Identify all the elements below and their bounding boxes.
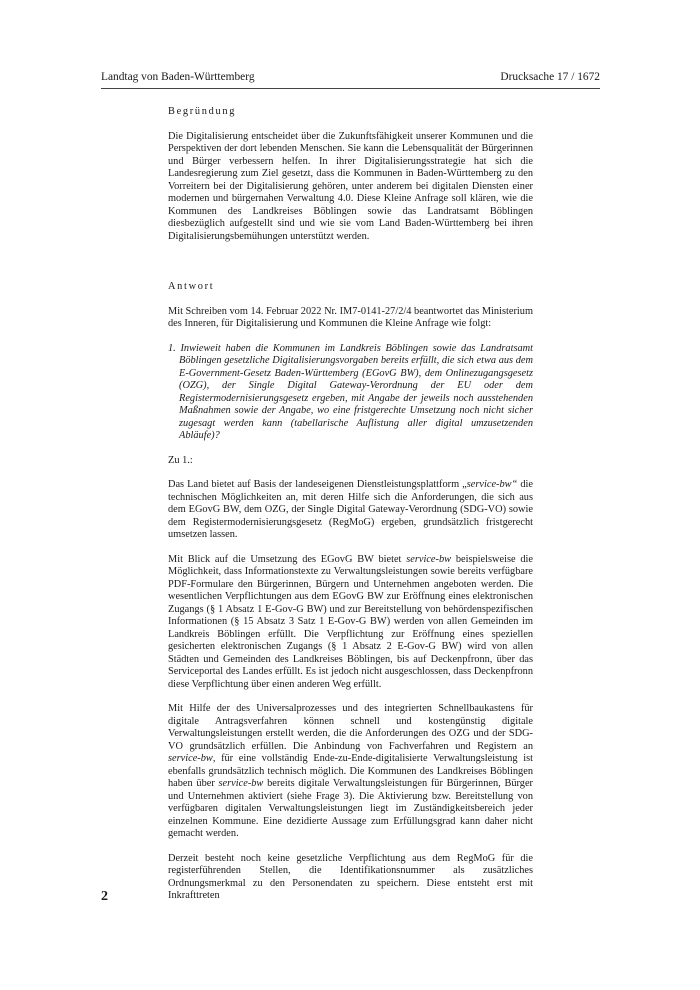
question-1: 1. Inwieweit haben die Kommunen im Landkreis Böblingen sowie das Landratsamt Böblingen gesetzliche Digitalisierungsvorgaben bereits erfüllt, die sich etwa aus dem E-Government-Gesetz Baden-Württemberg (EGovG BW), dem Onlinezugangsgesetz (OZG), der Single Digital Gateway-Verordnung der EU oder dem Registermodernisierungsgesetz ergeben, mit Angabe der jeweils noch ausstehenden Maßnahmen sowie der Angabe, wo eine fristgerechte Umsetzung noch nicht sicher zugesagt werden kann (tabellarische Auflistung aller digital umzusetzenden Abläufe)? <box>168 342 533 441</box>
answer-label-1: Zu 1.: <box>168 454 193 466</box>
section-title-begruendung: Begründung <box>168 106 237 117</box>
page-body <box>168 106 533 903</box>
header-document-number: Drucksache 17 / 1672 <box>500 71 600 83</box>
header-rule <box>101 88 600 89</box>
service-bw-term: service-bw“ <box>466 479 518 490</box>
begruendung-paragraph: Die Digitalisierung entscheidet über die Zukunftsfähigkeit unserer Kommunen und die Perspektiven der dort lebenden Menschen. Sie kann die Lebensqualität der Bürgerinnen und Bürger verbessern helfen. In ihrer Digitalisierungsstrategie hat sich die Landesregierung zum Ziel gesetzt, dass die Kommunen in Baden-Württemberg zu den Vorreitern bei der Digitalisierung gehören, unter anderem bei digitalen Diensten einer modernen und bürgernahen Verwaltung 4.0. Diese Kleine Anfrage soll klären, wie die Kommunen des Landkreises Böblingen sowie das Landratsamt Böblingen diesbezüglich aufgestellt sind und wie sie vom Land Baden-Württemberg bei ihren Digitalisierungsbemühungen unterstützt werden. <box>168 130 533 242</box>
answer-paragraph-3 <box>168 703 533 841</box>
answer-paragraph-1-text-a: Das Land bietet auf Basis der landeseigenen Dienstleistungsplattform „ <box>168 479 467 490</box>
answer-paragraph-1-text-b: die technischen Möglichkeiten an, mit deren Hilfe sich die Anforderungen, die sich aus dem EGovG BW, dem OZG, der Single Digital Gateway-Verordnung (SDG-VO) sowie dem Registermodernisierungsgesetz (RegMoG) ergeben, grundsätzlich fristgerecht umsetzen lassen. <box>168 479 533 540</box>
page-number: 2 <box>101 889 108 904</box>
answer-paragraph-1 <box>168 479 533 542</box>
answer-paragraph-2-text-a: Mit Blick auf die Umsetzung des EGovG BW bietet <box>168 553 407 565</box>
answer-paragraph-3-text-c: bereits digitale Verwaltungsleistungen für Bürgerinnen, Bürger und Unternehmen aktiviert (siehe Frage 3). Die Aktivierung bzw. Bereitstellung von verfügbaren digitalen Verwaltungsleistungen liegt im Zuständigkeitsbereich jeder einzelnen Kommune. Eine dezidierte Aussage zum Erfüllungsgrad kann daher nicht gemacht werden. <box>168 778 533 839</box>
answer-paragraph-3-text-b: , für eine vollständig Ende-zu-Ende-digitalisierte Verwaltungsleistung ist ebenfalls grundsätzlich technisch möglich. Die Kommunen des Landkreises Böblingen haben über <box>168 753 533 789</box>
answer-paragraph-4: Derzeit besteht noch keine gesetzliche Verpflichtung aus dem RegMoG für die registerführenden Stellen, die Identifikationsnummer als zusätzliches Ordnungsmerkmal zu den Personendaten zu speichern. Diese entsteht erst mit Inkrafttreten <box>168 852 533 901</box>
section-title-antwort: Antwort <box>168 281 215 292</box>
service-bw-term: service-bw <box>406 553 452 565</box>
service-bw-term: service-bw <box>168 753 213 764</box>
answer-paragraph-3-text-a: Mit Hilfe der des Universalprozesses und des integrierten Schnellbaukastens für digitale Antragsverfahren können schnell und kostengünstig digitale Verwaltungsleistungen erstellt werden, die die Anforderungen des OZG und der SDG-VO grundsätzlich erfüllen. Die Anbindung von Fachverfahren und Registern an <box>168 703 533 752</box>
service-bw-term: service-bw <box>218 778 264 789</box>
answer-paragraph-2 <box>168 554 533 692</box>
running-header <box>101 69 600 85</box>
answer-paragraph-2-text-b: beispielsweise die Möglichkeit, dass Informationstexte zu Verwaltungsleistungen sowie bereits verfügbare PDF-Formulare den Bürgerinnen, Bürgern und Unternehmen angeboten werden. Die wesentlichen Verpflichtungen aus dem EGovG BW zur Eröffnung eines elektronischen Zugangs (§ 1 Absatz 1 E-Gov-G BW) und zur Bereitstellung von behördenspezifischen Informationen (§ 15 Absatz 3 Satz 1 E-Gov-G BW) werden von allen Gemeinden im Landkreis Böblingen erfüllt. Die Verpflichtung zur Eröffnung eines speziellen gesicherten elektronischen Zugangs (§ 1 Absatz 2 E-Gov-G BW) wird von allen Städten und Gemeinden des Landkreises Böblingen, bis auf Deckenpfronn, über das Serviceportal des Landes erfüllt. Es ist jedoch nicht ausgeschlossen, dass Deckenpfronn diese Verpflichtung über einen anderen Weg erfüllt. <box>168 553 533 690</box>
header-publisher: Landtag von Baden-Württemberg <box>101 71 255 83</box>
antwort-intro: Mit Schreiben vom 14. Februar 2022 Nr. IM7-0141-27/2/4 beantwortet das Ministerium des Inneren, für Digitalisierung und Kommunen die Kleine Anfrage wie folgt: <box>168 305 533 329</box>
